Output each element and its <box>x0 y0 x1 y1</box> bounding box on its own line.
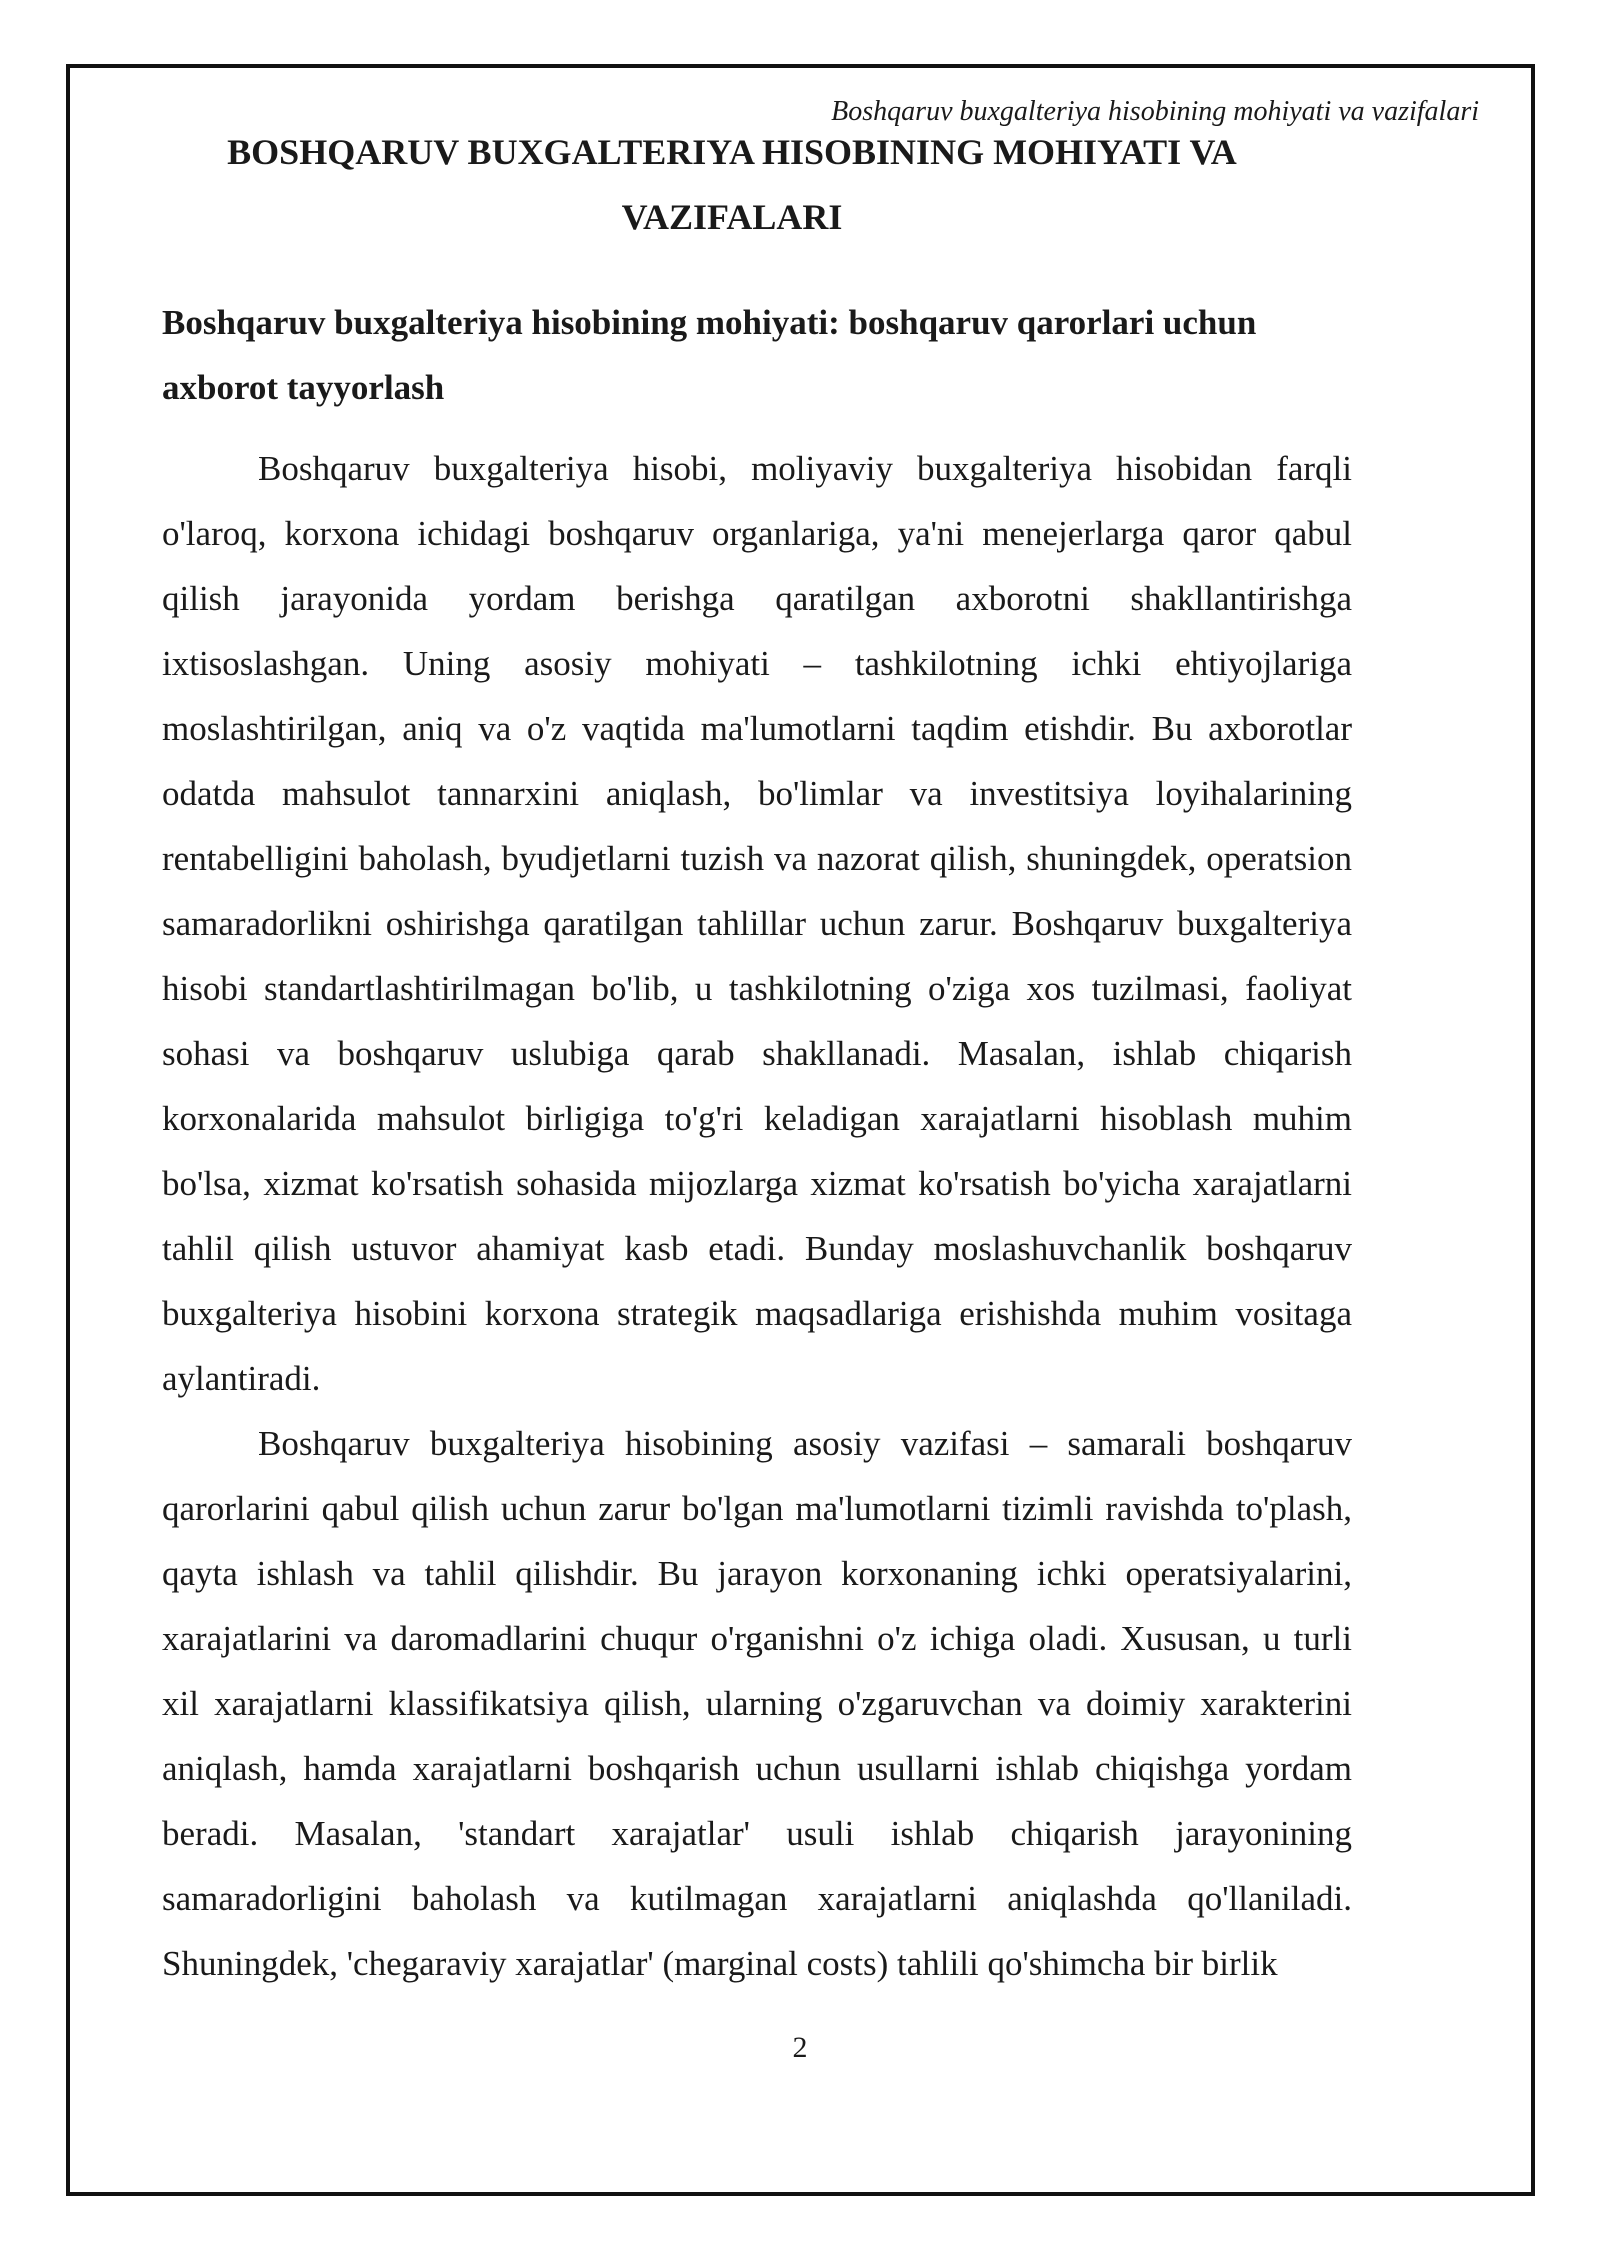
document-title: BOSHQARUV BUXGALTERIYA HISOBINING MOHIYATI VA VAZIFALARI <box>227 132 1237 237</box>
section-heading: Boshqaruv buxgalteriya hisobining mohiyati: boshqaruv qarorlari uchun axborot tayyorlash <box>162 303 1257 407</box>
running-header: Boshqaruv buxgalteriya hisobining mohiyati va vazifalari <box>831 96 1479 127</box>
paragraph: Boshqaruv buxgalteriya hisobi, moliyaviy buxgalteriya hisobidan farqli o'laroq, korxona ichidagi boshqaruv organlariga, ya'ni menejerlarga qaror qabul qilish jarayonida yordam berishga qaratilgan axborotni shakllantirishga ixtisoslashgan. Uning asosiy mohiyati – tashkilotning ichki ehtiyojlariga moslashtirilgan, aniq va o'z vaqtida ma'lumotlarni taqdim etishdir. Bu axborotlar odatda mahsulot tannarxini aniqlash, bo'limlar va investitsiya loyihalarining rentabelligini baholash, byudjetlarni tuzish va nazorat qilish, shuningdek, operatsion samaradorlikni oshirishga qaratilgan tahlillar uchun zarur. Boshqaruv buxgalteriya hisobi standartlashtirilmagan bo'lib, u tashkilotning o'ziga xos tuzilmasi, faoliyat sohasi va boshqaruv uslubiga qarab shakllanadi. Masalan, ishlab chiqarish korxonalarida mahsulot birligiga to'g'ri keladigan xarajatlarni hisoblash muhim bo'lsa, xizmat ko'rsatish sohasida mijozlarga xizmat ko'rsatish bo'yicha xarajatlarni tahlil qilish ustuvor ahamiyat kasb etadi. Bunday moslashuvchanlik boshqaruv buxgalteriya hisobini korxona strategik maqsadlariga erishishda muhim vositaga aylantiradi. <box>162 449 1352 1398</box>
page-number: 2 <box>792 2031 808 2064</box>
body-text <box>162 436 1352 1996</box>
paragraph: Boshqaruv buxgalteriya hisobining asosiy vazifasi – samarali boshqaruv qarorlarini qabul qilish uchun zarur bo'lgan ma'lumotlarni tizimli ravishda to'plash, qayta ishlash va tahlil qilishdir. Bu jarayon korxonaning ichki operatsiyalarini, xarajatlarini va daromadlarini chuqur o'rganishni o'z ichiga oladi. Xususan, u turli xil xarajatlarni klassifikatsiya qilish, ularning o'zgaruvchan va doimiy xarakterini aniqlash, hamda xarajatlarni boshqarish uchun usullarni ishlab chiqishga yordam beradi. Masalan, 'standart xarajatlar' usuli ishlab chiqarish jarayonining samaradorligini baholash va kutilmagan xarajatlarni aniqlashda qo'llaniladi. Shuningdek, 'chegaraviy xarajatlar' (marginal costs) tahlili qo'shimcha bir birlik <box>162 1424 1352 1983</box>
